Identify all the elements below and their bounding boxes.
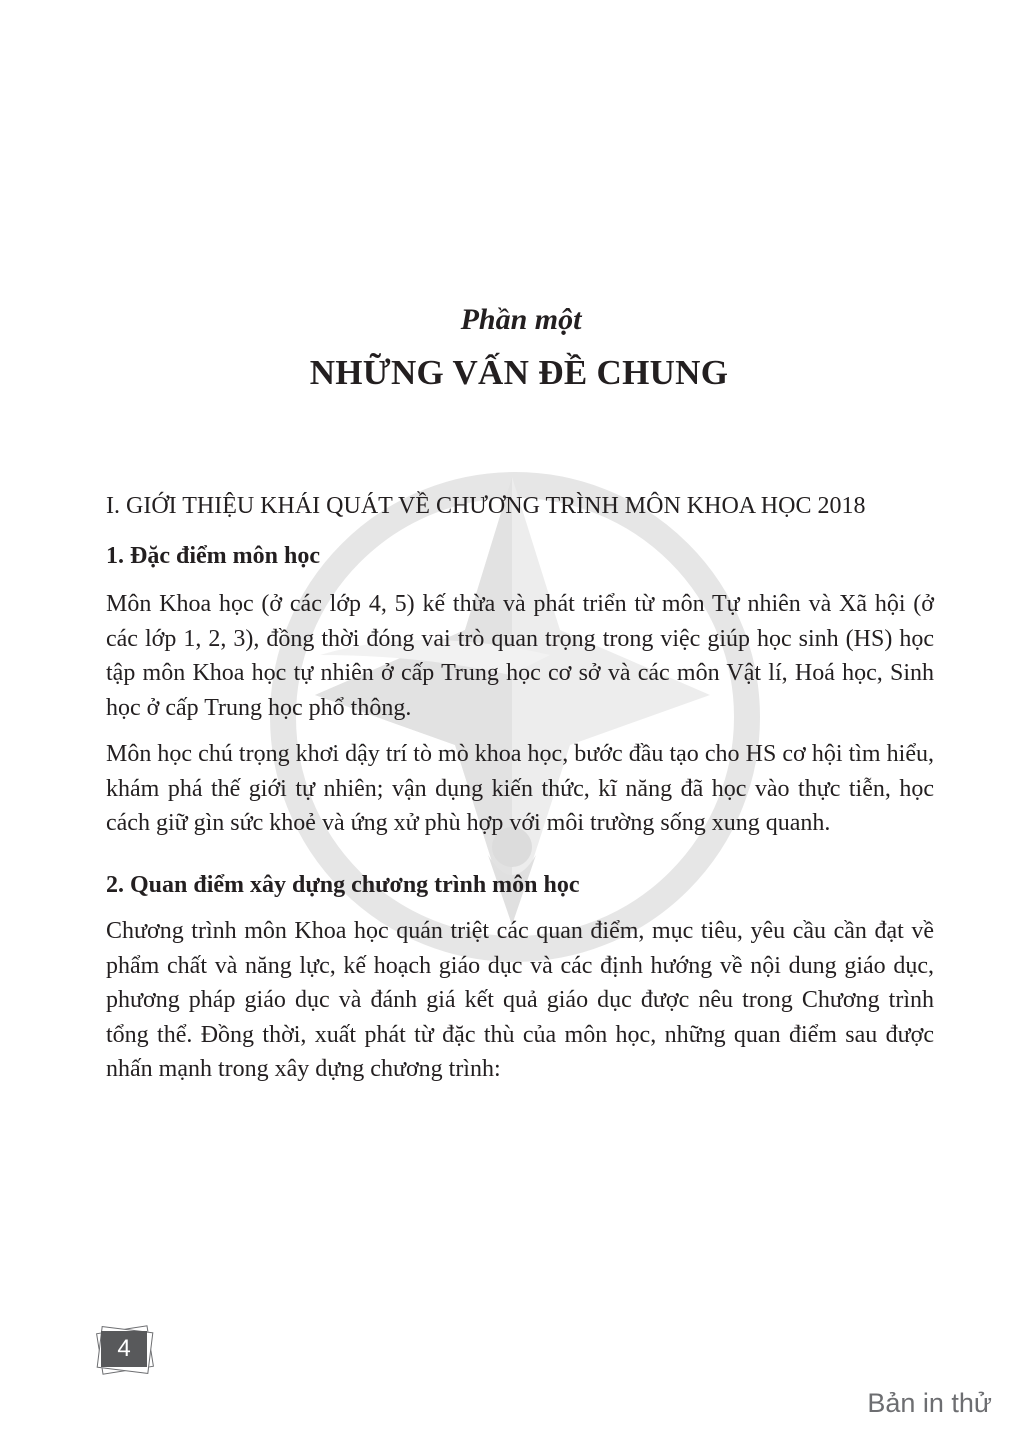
subsection-heading-1: 1. Đặc điểm môn học	[106, 543, 320, 569]
section-heading: I. GIỚI THIỆU KHÁI QUÁT VỀ CHƯƠNG TRÌNH MÔN KHOA HỌC 2018	[106, 493, 866, 519]
paragraph: Môn Khoa học (ở các lớp 4, 5) kế thừa và phát triển từ môn Tự nhiên và Xã hội (ở các lớp 1, 2, 3), đồng thời đóng vai trò quan trọng trong việc giúp học sinh (HS) học tập môn Khoa học tự nhiên ở cấp Trung học cơ sở và các môn Vật lí, Hoá học, Sinh học ở cấp Trung học phổ thông.	[106, 591, 934, 721]
paragraph: Chương trình môn Khoa học quán triệt các quan điểm, mục tiêu, yêu cầu cần đạt về phẩm chất và năng lực, kế hoạch giáo dục và các định hướng về nội dung giáo dục, phương pháp giáo dục và đánh giá kết quả giáo dục được nêu trong Chương trình tổng thể. Đồng thời, xuất phát từ đặc thù của môn học, những quan điểm sau được nhấn mạnh trong xây dựng chương trình:	[106, 918, 934, 1082]
draft-label: Bản in thử	[867, 1388, 992, 1418]
subsection-heading-2: 2. Quan điểm xây dựng chương trình môn học	[106, 872, 580, 898]
page-number-badge	[96, 1326, 154, 1374]
part-label: Phần một	[460, 303, 582, 336]
page-number: 4	[101, 1331, 147, 1367]
part-title: NHỮNG VẤN ĐỀ CHUNG	[309, 353, 729, 392]
paragraph: Môn học chú trọng khơi dậy trí tò mò khoa học, bước đầu tạo cho HS cơ hội tìm hiểu, khám phá thế giới tự nhiên; vận dụng kiến thức, kĩ năng đã học vào thực tiễn, học cách giữ gìn sức khoẻ và ứng xử phù hợp với môi trường sống xung quanh.	[106, 741, 934, 836]
